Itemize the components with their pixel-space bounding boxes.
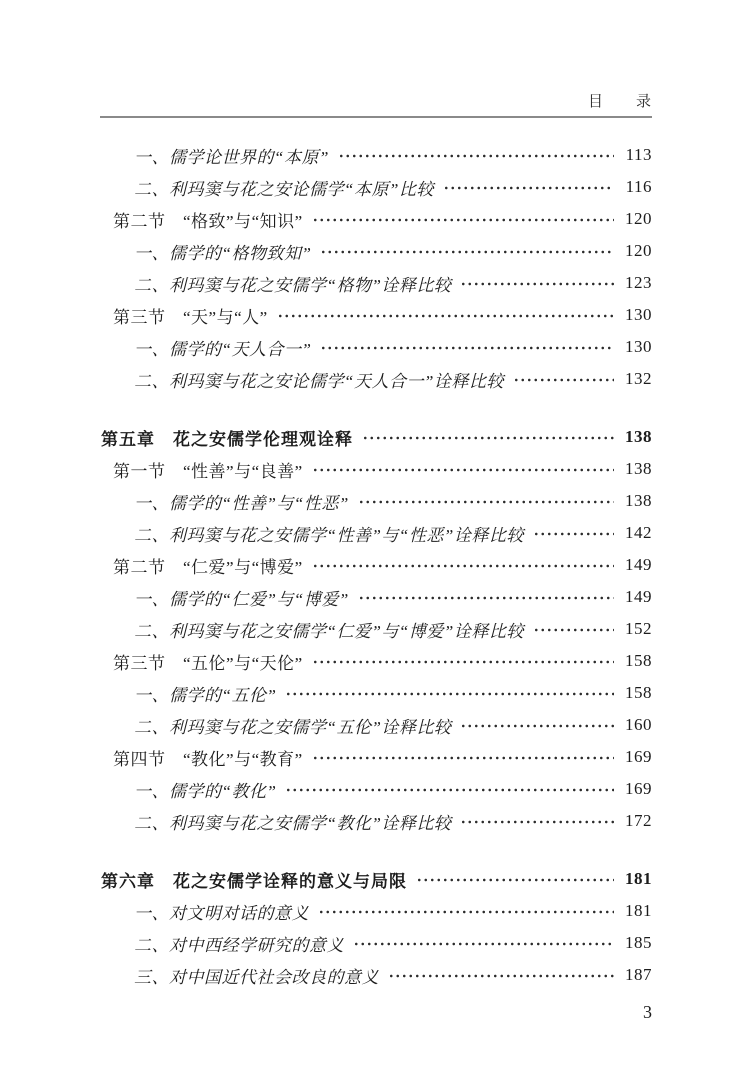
toc-entry-text: 第一节 “性善”与“良善”: [113, 461, 303, 481]
toc-entry: [100, 299, 652, 331]
dot-leader: [388, 972, 614, 980]
dot-leader: [416, 876, 614, 884]
toc-entry-page: 113: [625, 145, 652, 164]
toc-entry: [100, 517, 652, 549]
toc-entry: [100, 677, 652, 709]
toc-entry-page: 169: [625, 779, 652, 798]
toc-entry: [100, 959, 652, 991]
dot-leader: [320, 248, 614, 256]
dot-leader: [318, 908, 614, 916]
dot-leader: [312, 216, 614, 224]
dot-leader: [362, 434, 614, 442]
toc-entry: [100, 453, 652, 485]
dot-leader: [533, 626, 614, 634]
toc-entry: [100, 927, 652, 959]
toc-entry-text: 三、对中国近代社会改良的意义: [134, 967, 379, 987]
header-rule: [100, 116, 652, 118]
toc-entry-text: 一、对文明对话的意义: [134, 903, 309, 923]
toc-entry-text: 第二节 “格致”与“知识”: [113, 211, 303, 231]
toc-entry-text: 二、利玛窦与花之安论儒学“本原”比较: [134, 179, 434, 199]
toc-entry-page: 160: [625, 715, 652, 734]
page-number: 3: [643, 1002, 652, 1022]
dot-leader: [353, 940, 614, 948]
toc-entry-page: 132: [625, 369, 652, 388]
toc-entry-text: 二、利玛窦与花之安儒学“仁爱”与“博爱”诠释比较: [134, 621, 524, 641]
toc-entry: [100, 363, 652, 395]
dot-leader: [460, 818, 614, 826]
dot-leader: [460, 722, 614, 730]
toc-list: [100, 139, 652, 991]
toc-entry: [100, 235, 652, 267]
toc-entry-text: 第六章 花之安儒学诠释的意义与局限: [101, 871, 407, 891]
toc-entry-text: 第三节 “五伦”与“天伦”: [113, 653, 303, 673]
dot-leader: [312, 658, 614, 666]
toc-entry-page: 158: [625, 683, 652, 702]
dot-leader: [277, 312, 614, 320]
toc-entry-text: 二、利玛窦与花之安儒学“教化”诠释比较: [134, 813, 452, 833]
toc-entry: [100, 863, 652, 895]
toc-entry: [100, 267, 652, 299]
toc-entry-page: 138: [625, 491, 652, 510]
toc-entry-page: 130: [625, 337, 652, 356]
toc-entry-page: 185: [625, 933, 652, 952]
toc-entry-page: 187: [625, 965, 652, 984]
dot-leader: [460, 280, 614, 288]
toc-entry-text: 二、利玛窦与花之安儒学“格物”诠释比较: [134, 275, 452, 295]
toc-entry-text: 第五章 花之安儒学伦理观诠释: [101, 429, 353, 449]
toc-entry-page: 152: [625, 619, 652, 638]
toc-entry-page: 138: [625, 459, 652, 478]
toc-entry-page: 169: [625, 747, 652, 766]
toc-entry-text: 第三节 “天”与“人”: [113, 307, 268, 327]
toc-entry: [100, 613, 652, 645]
toc-entry-page: 149: [625, 555, 652, 574]
toc-entry: [100, 485, 652, 517]
toc-entry-page: 172: [625, 811, 652, 830]
toc-entry-text: 二、利玛窦与花之安儒学“性善”与“性恶”诠释比较: [134, 525, 524, 545]
toc-entry-text: 二、利玛窦与花之安儒学“五伦”诠释比较: [134, 717, 452, 737]
dot-leader: [312, 754, 614, 762]
dot-leader: [285, 786, 614, 794]
toc-entry: [100, 709, 652, 741]
toc-entry-text: 二、对中西经学研究的意义: [134, 935, 344, 955]
toc-entry: [100, 421, 652, 453]
toc-entry-page: 158: [625, 651, 652, 670]
toc-entry-text: 一、儒学的“天人合一”: [134, 339, 312, 359]
dot-leader: [513, 376, 614, 384]
toc-entry: [100, 773, 652, 805]
toc-entry-text: 第二节 “仁爱”与“博爱”: [113, 557, 303, 577]
toc-entry-text: 一、儒学的“教化”: [134, 781, 277, 801]
toc-entry-page: 181: [625, 901, 652, 920]
toc-entry: [100, 171, 652, 203]
dot-leader: [312, 466, 614, 474]
toc-entry: [100, 645, 652, 677]
toc-entry-text: 一、儒学的“格物致知”: [134, 243, 312, 263]
toc-entry-text: 一、儒学的“五伦”: [134, 685, 277, 705]
toc-entry: [100, 581, 652, 613]
running-head-title: 目 录: [587, 94, 652, 110]
toc-entry-page: 138: [625, 427, 652, 446]
toc-entry: [100, 331, 652, 363]
toc-entry-page: 120: [625, 209, 652, 228]
dot-leader: [533, 530, 614, 538]
toc-entry-page: 123: [625, 273, 652, 292]
toc-entry-page: 130: [625, 305, 652, 324]
toc-entry: [100, 139, 652, 171]
toc-entry-text: 二、利玛窦与花之安论儒学“天人合一”诠释比较: [134, 371, 504, 391]
dot-leader: [285, 690, 614, 698]
toc-entry: [100, 805, 652, 837]
toc-entry-page: 142: [625, 523, 652, 542]
dot-leader: [338, 152, 614, 160]
toc-entry: [100, 549, 652, 581]
dot-leader: [443, 184, 614, 192]
toc-entry-page: 181: [625, 869, 652, 888]
toc-entry-text: 第四节 “教化”与“教育”: [113, 749, 303, 769]
toc-entry-page: 120: [625, 241, 652, 260]
dot-leader: [320, 344, 614, 352]
toc-entry: [100, 741, 652, 773]
toc-entry-text: 一、儒学的“仁爱”与“博爱”: [134, 589, 349, 609]
toc-entry: [100, 203, 652, 235]
toc-entry-text: 一、儒学论世界的“本原”: [134, 147, 329, 167]
dot-leader: [358, 498, 614, 506]
toc-entry-page: 149: [625, 587, 652, 606]
dot-leader: [312, 562, 614, 570]
toc-entry: [100, 895, 652, 927]
toc-entry-page: 116: [625, 177, 652, 196]
toc-entry-text: 一、儒学的“性善”与“性恶”: [134, 493, 349, 513]
dot-leader: [358, 594, 614, 602]
